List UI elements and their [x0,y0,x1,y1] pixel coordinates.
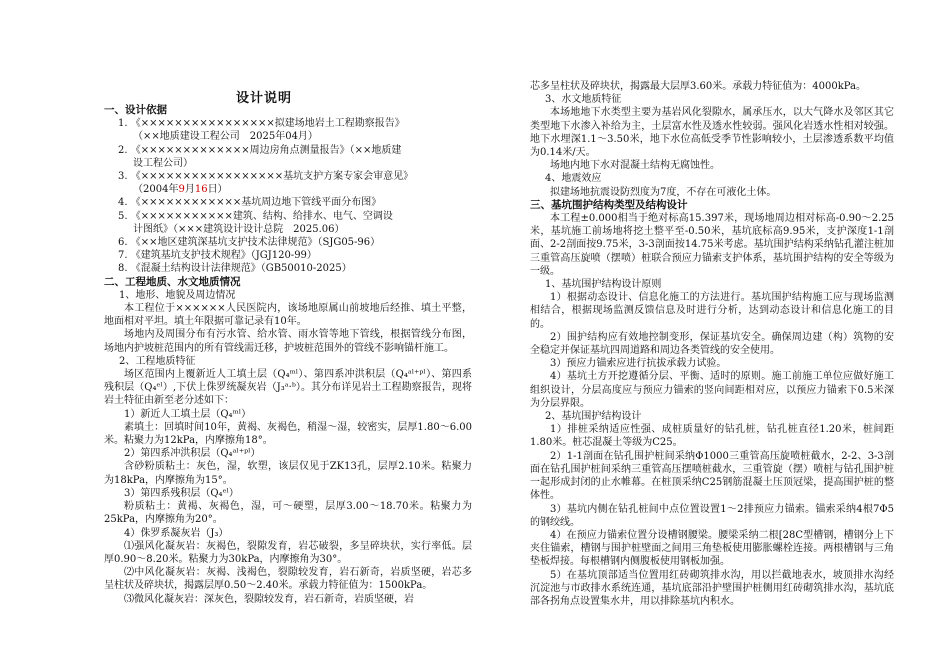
reference-item: 7. 《建筑基坑支护技术规程》（JGJ120-99） [118,250,317,262]
reference-item: 1. 《××××××××××××××××拟建场地岩土工程勘察报告》 [118,118,405,130]
subsection-heading: 3、水文地质特征 [545,94,622,106]
subsection-heading: 1、地形、地貌及周边情况 [119,289,236,301]
paragraph: ⑵中风化凝灰岩：灰褐、浅褐色，裂隙较发育，岩石新奇，岩质坚硬，岩芯多呈柱状及碎块状，揭露层厚0.50～2.40米。承载力特征值为：1500kPa。 [104,567,472,592]
reference-item: 5. 《×××××××××××建筑、结构、给排水、电气、空调设 [118,210,393,222]
reference-item-cont: （××地质建设工程公司 2025年04月） [133,131,318,143]
paragraph: 4）基坑土方开挖遵循分层、平衡、适时的原则。施工前施工单位应做好施工组织设计，分层高度应与预应力锚索的竖向间距相对应，以预应力锚索下0.5米深为分层界限。 [530,371,894,409]
date-month: 9 [178,184,185,196]
paragraph: 素填土：回填时间10年，黄褐、灰褐色，稍湿～湿，较密实，层厚1.80～6.00米。粘聚力为12kPa，内摩擦角18°。 [104,421,472,447]
subsection-heading: 2、工程地质特征 [119,355,196,367]
reference-item: 2. 《×××××××××××××周边房角点测量报告》（××地质建 [118,144,402,156]
reference-item: 4. 《××××××××××××基坑周边地下管线平面分布图》 [118,197,382,209]
paragraph: 2）1-1剖面在钻孔围护桩间采纳Φ1000三重管高压旋喷桩截水，2-2、3-3剖面在钻孔围护桩间采纳三重管高压摆喷桩截水，三重管旋（摆）喷桩与钻孔围护桩一起形成封闭的止水帷幕。在桩顶采纳C25钢筋混凝土压顶冠梁，提高围护桩的整体性。 [530,450,894,502]
paragraph: 3）第四系残积层（Q₄ᵉˡ） [124,487,239,499]
date-part: 月 [184,184,195,196]
right-column [530,80,894,608]
paragraph: ⑶微风化凝灰岩：深灰色，裂隙较发育，岩石新奇，岩质坚硬，岩 [124,593,414,605]
paragraph: ⑴强风化凝灰岩：灰褐色，裂隙发育，岩芯破裂，多呈碎块状，实行率低。层厚0.90～8.20米。粘聚力为30kPa，内摩擦角为30°。 [104,540,472,565]
left-column [104,104,472,606]
paragraph: 拟建场地抗震设防烈度为7度，不存在可液化土体。 [550,186,777,198]
reference-item-cont: 计图纸》（×××建筑设计设计总院 2025.06） [133,223,345,235]
reference-date [104,183,472,196]
paragraph: 2）围护结构应有效地控制变形，保证基坑安全。确保周边建（构）筑物的安全稳定并保证基坑四周道路和周边各类管线的安全使用。 [530,331,894,357]
paragraph: 1）新近人工填土层（Q₄ᵐˡ） [124,408,252,420]
reference-item: 6. 《××地区建筑深基坑支护技术法律规范》（SJG05-96） [118,237,381,249]
date-part: 日） [207,184,228,196]
subsection-heading: 1、基坑围护结构设计原则 [545,279,662,291]
paragraph: 本工程±0.000相当于绝对标高15.397米，现场地周边相对标高-0.90～2.25米，基坑施工前场地将挖土整平至-0.50米，基坑底标高9.95米，支护深度1-1剖面、2-2剖面按9.75米，3-3剖面按14.75米考虑。基坑围护结构采纳钻孔灌注桩加三重管高压旋喷（摆喷）桩联合预应力锚索支护体系，基坑围护结构的安全等级为一级。 [530,213,894,277]
section-heading-3: 三、基坑围护结构类型及结构设计 [530,198,688,211]
section-heading-2: 二、工程地质、水文地质情况 [104,275,241,288]
paragraph: 3）基坑内侧在钻孔桩间中点位置设置1～2排预应力锚索。锚索采纳4根7Φ5的钢绞线。 [530,503,894,528]
paragraph: 1）根据动态设计、信息化施工的方法进行。基坑围护结构施工应与现场监测相结合，根据现场监测反馈信息及时进行分析，达到动态设计和信息化施工的目的。 [530,292,894,330]
date-day: 16 [194,184,208,196]
paragraph: 场区范围内上覆新近人工填土层（Q₄ᵐˡ）、第四系冲洪积层（Q₄ᵃˡ⁺ᵖˡ）、第四系残积层（Q₄ᵉˡ）,下伏上侏罗统凝灰岩（J₃ᵃ·ᵇ）。其分布详见岩土工程勘察报告，现将岩土特征由新至老分述如下： [104,369,472,407]
paragraph: 场地内及周围分布有污水管、给水管、雨水管等地下管线，根据管线分布图，场地内护坡桩范围内的所有管线需迁移，护坡桩范围外的管线不影响锚杆施工。 [104,329,472,354]
document-title: 设计说明 [236,91,293,106]
reference-item: 3. 《×××××××××××××××××基坑支护方案专家会审意见》 [118,171,414,183]
paragraph: 含砂粉质粘土：灰色，湿，软塑，该层仅见于ZK13孔，层厚2.10米。粘聚力为18kPa，内摩擦角为15°。 [104,461,472,486]
subsection-heading: 2、基坑围护结构设计 [545,411,642,423]
paragraph: 本工程位于××××××人民医院内，该场地原属山前坡地后经推、填土平整，地面相对平坦。填土年限据可靠记录有10年。 [104,303,472,328]
paragraph: 4）侏罗系凝灰岩（J₃） [124,527,229,539]
reference-item-cont: 设工程公司） [133,157,193,169]
section-heading-1: 一、设计依据 [104,104,167,116]
paragraph: 本场地地下水类型主要为基岩风化裂隙水，属承压水，以大气降水及邻区其它类型地下水渗入补给为主，土层富水性及透水性较弱。强风化岩透水性相对较强。地下水埋深1.1～3.50米，地下水位高低受季节性影响较小，土层渗透系数平均值为0.14米/天。 [530,107,894,159]
paragraph: 2）第四系冲洪积层（Q₄ᵃˡ⁺ᵖˡ） [124,448,261,460]
paragraph: 3）预应力锚索应进行抗拔承载力试验。 [550,358,727,370]
paragraph: 场地内地下水对混凝土结构无腐蚀性。 [550,160,720,172]
paragraph: 1）排桩采纳适应性强、成桩质量好的钻孔桩，钻孔桩直径1.20米，桩间距1.80米。桩芯混凝土等级为C25。 [530,424,894,449]
paragraph: 芯多呈柱状及碎块状，揭露最大层厚3.60米。承载力特征值为：4000kPa。 [530,81,867,92]
paragraph: 粉质粘土：黄褐、灰褐色，湿，可～硬塑，层厚3.00～18.70米。粘聚力为25kPa，内摩擦角为20°。 [104,501,472,526]
paragraph: 5）在基坑顶部适当位置用红砖砌筑排水沟，用以拦截地表水，坡顶排水沟经沉淀池与市政排水系统连通，基坑底部沿护壁围护桩侧用红砖砌筑排水沟，基坑底部各拐角点设置集水井，用以排除基坑内积水。 [530,569,894,607]
date-part: （2004年 [133,184,179,196]
reference-item: 8. 《混凝土结构设计法律规范》（GB50010-2025） [118,263,352,275]
paragraph: 4）在预应力锚索位置分设槽钢腰梁。腰梁采纳二根[28C型槽钢，槽钢分上下夹住锚索，槽钢与围护桩壁面之间用三角垫板使用膨胀螺栓连接。两根槽钢与三角垫板焊接。每根槽钢内侧腹板使用钢板加强。 [530,529,894,568]
subsection-heading: 4、地震效应 [545,173,602,185]
